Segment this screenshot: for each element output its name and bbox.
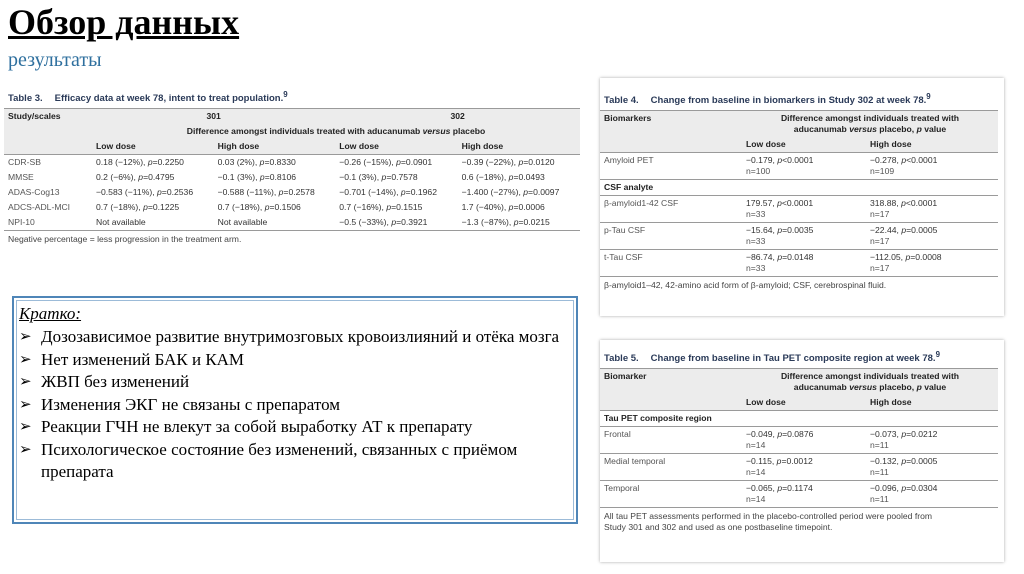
table3-scale: MMSE bbox=[8, 172, 34, 183]
table3-high-dose-302: High dose bbox=[458, 139, 580, 155]
table4-diff-header: Difference amongst individuals treated with aducanumab versus placebo, p value bbox=[742, 111, 998, 138]
table3-cell: −0.5 (−33%), p=0.3921 bbox=[335, 215, 457, 231]
table3-scale: NPI-10 bbox=[4, 215, 92, 231]
table3-cell: 0.6 (−18%), p=0.0493 bbox=[461, 172, 545, 183]
low-dose-cell: −0.049, p=0.0876 n=14 bbox=[742, 427, 866, 454]
table3-cell: −0.583 (−11%), p=0.2536 bbox=[96, 187, 194, 198]
table-row bbox=[600, 250, 998, 277]
table-row bbox=[4, 200, 580, 215]
table3-cell: Not available bbox=[92, 215, 214, 231]
table-row bbox=[600, 196, 998, 223]
section-label: CSF analyte bbox=[600, 180, 998, 196]
table5-high-dose: High dose bbox=[866, 395, 998, 411]
table4-body bbox=[600, 153, 998, 277]
summary-box bbox=[12, 296, 578, 524]
table3-cell: −0.1 (3%), p=0.8106 bbox=[217, 172, 297, 183]
low-dose-cell: −0.065, p=0.1174 n=14 bbox=[742, 481, 866, 508]
table4-caption bbox=[600, 78, 1004, 110]
table3-low-dose-301: Low dose bbox=[92, 139, 214, 155]
low-dose-cell: 179.57, p<0.0001 n=33 bbox=[742, 196, 866, 223]
table3-scale: CDR-SB bbox=[8, 157, 41, 168]
table3-diff-row bbox=[4, 124, 580, 139]
table3-study-301: 301 bbox=[92, 109, 335, 125]
table5-low-dose: Low dose bbox=[742, 395, 866, 411]
table3-cell: 0.7 (−18%), p=0.1225 bbox=[96, 202, 180, 213]
summary-item: ➢ Психологическое состояние без изменений, связанных с приёмом препарата bbox=[19, 439, 518, 481]
low-dose-cell: −86.74, p=0.0148 n=33 bbox=[742, 250, 866, 277]
table4-high-dose: High dose bbox=[866, 137, 998, 153]
biomarker-name: t-Tau CSF bbox=[600, 250, 742, 277]
table3-caption-text: Efficacy data at week 78, intent to treat population. bbox=[54, 93, 284, 105]
table4-col-first: Biomarkers bbox=[600, 111, 742, 138]
table3 bbox=[4, 108, 580, 231]
summary-item: ➢ Реакции ГЧН не влекут за собой выработку АТ к препарату bbox=[19, 416, 567, 439]
section-label: Tau PET composite region bbox=[600, 411, 998, 427]
table3-cell: −1.3 (−87%), p=0.0215 bbox=[458, 215, 580, 231]
table-row bbox=[600, 454, 998, 481]
table3-label: Table 3. bbox=[8, 93, 43, 105]
table4-panel bbox=[600, 78, 1004, 316]
table5-caption-text: Change from baseline in Tau PET composite region at week 78. bbox=[650, 353, 936, 365]
table3-ref: 9 bbox=[283, 90, 288, 99]
table3-scale: ADAS-Cog13 bbox=[8, 187, 60, 198]
table3-low-dose-302: Low dose bbox=[335, 139, 457, 155]
biomarker-name: β-amyloid1-42 CSF bbox=[600, 196, 742, 223]
table-row bbox=[4, 170, 580, 185]
biomarker-name: Amyloid PET bbox=[600, 153, 742, 180]
high-dose-cell: −0.132, p=0.0005 n=11 bbox=[866, 454, 998, 481]
table3-cell: 0.7 (−16%), p=0.1515 bbox=[339, 202, 423, 213]
table-row bbox=[4, 215, 580, 231]
table3-col-study: Study/scales bbox=[4, 109, 92, 125]
table5-ref: 9 bbox=[935, 350, 940, 359]
table-row bbox=[600, 481, 998, 508]
low-dose-cell: −0.179, p<0.0001 n=100 bbox=[742, 153, 866, 180]
table4 bbox=[600, 110, 998, 277]
table3-cell: 0.18 (−12%), p=0.2250 bbox=[96, 157, 184, 168]
table5-caption bbox=[600, 340, 1004, 368]
high-dose-cell: −112.05, p=0.0008 n=17 bbox=[866, 250, 998, 277]
table3-cell: −0.39 (−22%), p=0.0120 bbox=[461, 157, 555, 168]
table4-dose-row bbox=[600, 137, 998, 153]
table-row bbox=[4, 155, 580, 171]
table-row bbox=[600, 223, 998, 250]
table5-footnote: All tau PET assessments performed in the placebo-controlled period were pooled from Study 301 and 302 and used as one postbaseline timepoint. bbox=[604, 511, 933, 533]
table5-panel bbox=[600, 340, 1004, 562]
low-dose-cell: −0.115, p=0.0012 n=14 bbox=[742, 454, 866, 481]
table5-header-row bbox=[600, 369, 998, 396]
table3-cell: −0.588 (−11%), p=0.2578 bbox=[217, 187, 315, 198]
table4-header-row bbox=[600, 111, 998, 138]
table3-cell: 0.03 (2%), p=0.8330 bbox=[217, 157, 296, 168]
summary-item: ➢ Дозозависимое развитие внутримозговых кровоизлияний и отёка мозга bbox=[19, 326, 567, 349]
table3-cell: 1.7 (−40%), p=0.0006 bbox=[461, 202, 545, 213]
summary-heading: Кратко: bbox=[19, 304, 82, 323]
arrow-bullet-icon: ➢ bbox=[19, 396, 32, 413]
table5-body bbox=[600, 411, 998, 508]
high-dose-cell: −0.073, p=0.0212 n=11 bbox=[866, 427, 998, 454]
low-dose-cell: −15.64, p=0.0035 n=33 bbox=[742, 223, 866, 250]
table3-diff-header: Difference amongst individuals treated with aducanumab versus placebo bbox=[92, 124, 580, 139]
table3-cell: −0.1 (3%), p=0.7578 bbox=[339, 172, 418, 183]
table3-study-row bbox=[4, 109, 580, 125]
table5-diff-header: Difference amongst individuals treated with aducanumab versus placebo, p value bbox=[742, 369, 998, 396]
section-row bbox=[600, 411, 998, 427]
high-dose-cell: −22.44, p=0.0005 n=17 bbox=[866, 223, 998, 250]
table-row bbox=[600, 427, 998, 454]
table3-footnote: Negative percentage = less progression in the treatment arm. bbox=[8, 234, 242, 245]
table3-panel bbox=[4, 84, 584, 284]
table3-high-dose-301: High dose bbox=[214, 139, 336, 155]
slide-subtitle: результаты bbox=[8, 49, 102, 71]
table3-cell: −0.701 (−14%), p=0.1962 bbox=[339, 187, 437, 198]
table4-low-dose: Low dose bbox=[742, 137, 866, 153]
high-dose-cell: −0.096, p=0.0304 n=11 bbox=[866, 481, 998, 508]
table3-study-302: 302 bbox=[335, 109, 580, 125]
arrow-bullet-icon: ➢ bbox=[19, 374, 32, 390]
table3-body bbox=[4, 155, 580, 231]
table-row bbox=[600, 153, 998, 180]
table3-cell: 0.7 (−18%), p=0.1506 bbox=[217, 202, 301, 213]
table5-label: Table 5. bbox=[604, 353, 639, 365]
table3-dose-row bbox=[4, 139, 580, 155]
arrow-bullet-icon: ➢ bbox=[19, 329, 32, 345]
high-dose-cell: −0.278, p<0.0001 n=109 bbox=[866, 153, 998, 180]
table4-label: Table 4. bbox=[604, 95, 639, 107]
section-row bbox=[600, 180, 998, 196]
arrow-bullet-icon: ➢ bbox=[19, 419, 32, 435]
table5-dose-row bbox=[600, 395, 998, 411]
table4-ref: 9 bbox=[926, 92, 931, 101]
biomarker-name: p-Tau CSF bbox=[600, 223, 742, 250]
summary-item: ➢ ЖВП без изменений bbox=[19, 371, 567, 394]
biomarker-name: Temporal bbox=[600, 481, 742, 508]
table3-cell: −1.400 (−27%), p=0.0097 bbox=[461, 187, 560, 198]
summary-item: ➢ Изменения ЭКГ не связаны с препаратом bbox=[19, 394, 567, 417]
table3-cell: 0.2 (−6%), p=0.4795 bbox=[96, 172, 175, 183]
biomarker-name: Frontal bbox=[600, 427, 742, 454]
table3-caption bbox=[4, 84, 584, 108]
table4-footnote: β-amyloid1–42, 42-amino acid form of β-amyloid; CSF, cerebrospinal fluid. bbox=[604, 280, 887, 291]
table3-cell: Not available bbox=[214, 215, 336, 231]
table-row bbox=[4, 185, 580, 200]
table3-cell: −0.26 (−15%), p=0.0901 bbox=[339, 157, 433, 168]
biomarker-name: Medial temporal bbox=[600, 454, 742, 481]
summary-list bbox=[19, 326, 567, 484]
slide-title: Обзор данных bbox=[8, 2, 240, 42]
arrow-bullet-icon: ➢ bbox=[19, 351, 32, 368]
summary-item: ➢ Нет изменений БАК и КАМ bbox=[19, 349, 567, 372]
table5 bbox=[600, 368, 998, 508]
table5-col-first: Biomarker bbox=[600, 369, 742, 396]
high-dose-cell: 318.88, p<0.0001 n=17 bbox=[866, 196, 998, 223]
table3-scale: ADCS-ADL-MCI bbox=[8, 202, 71, 213]
table4-caption-text: Change from baseline in biomarkers in Study 302 at week 78. bbox=[650, 95, 927, 107]
arrow-bullet-icon: ➢ bbox=[19, 441, 32, 458]
